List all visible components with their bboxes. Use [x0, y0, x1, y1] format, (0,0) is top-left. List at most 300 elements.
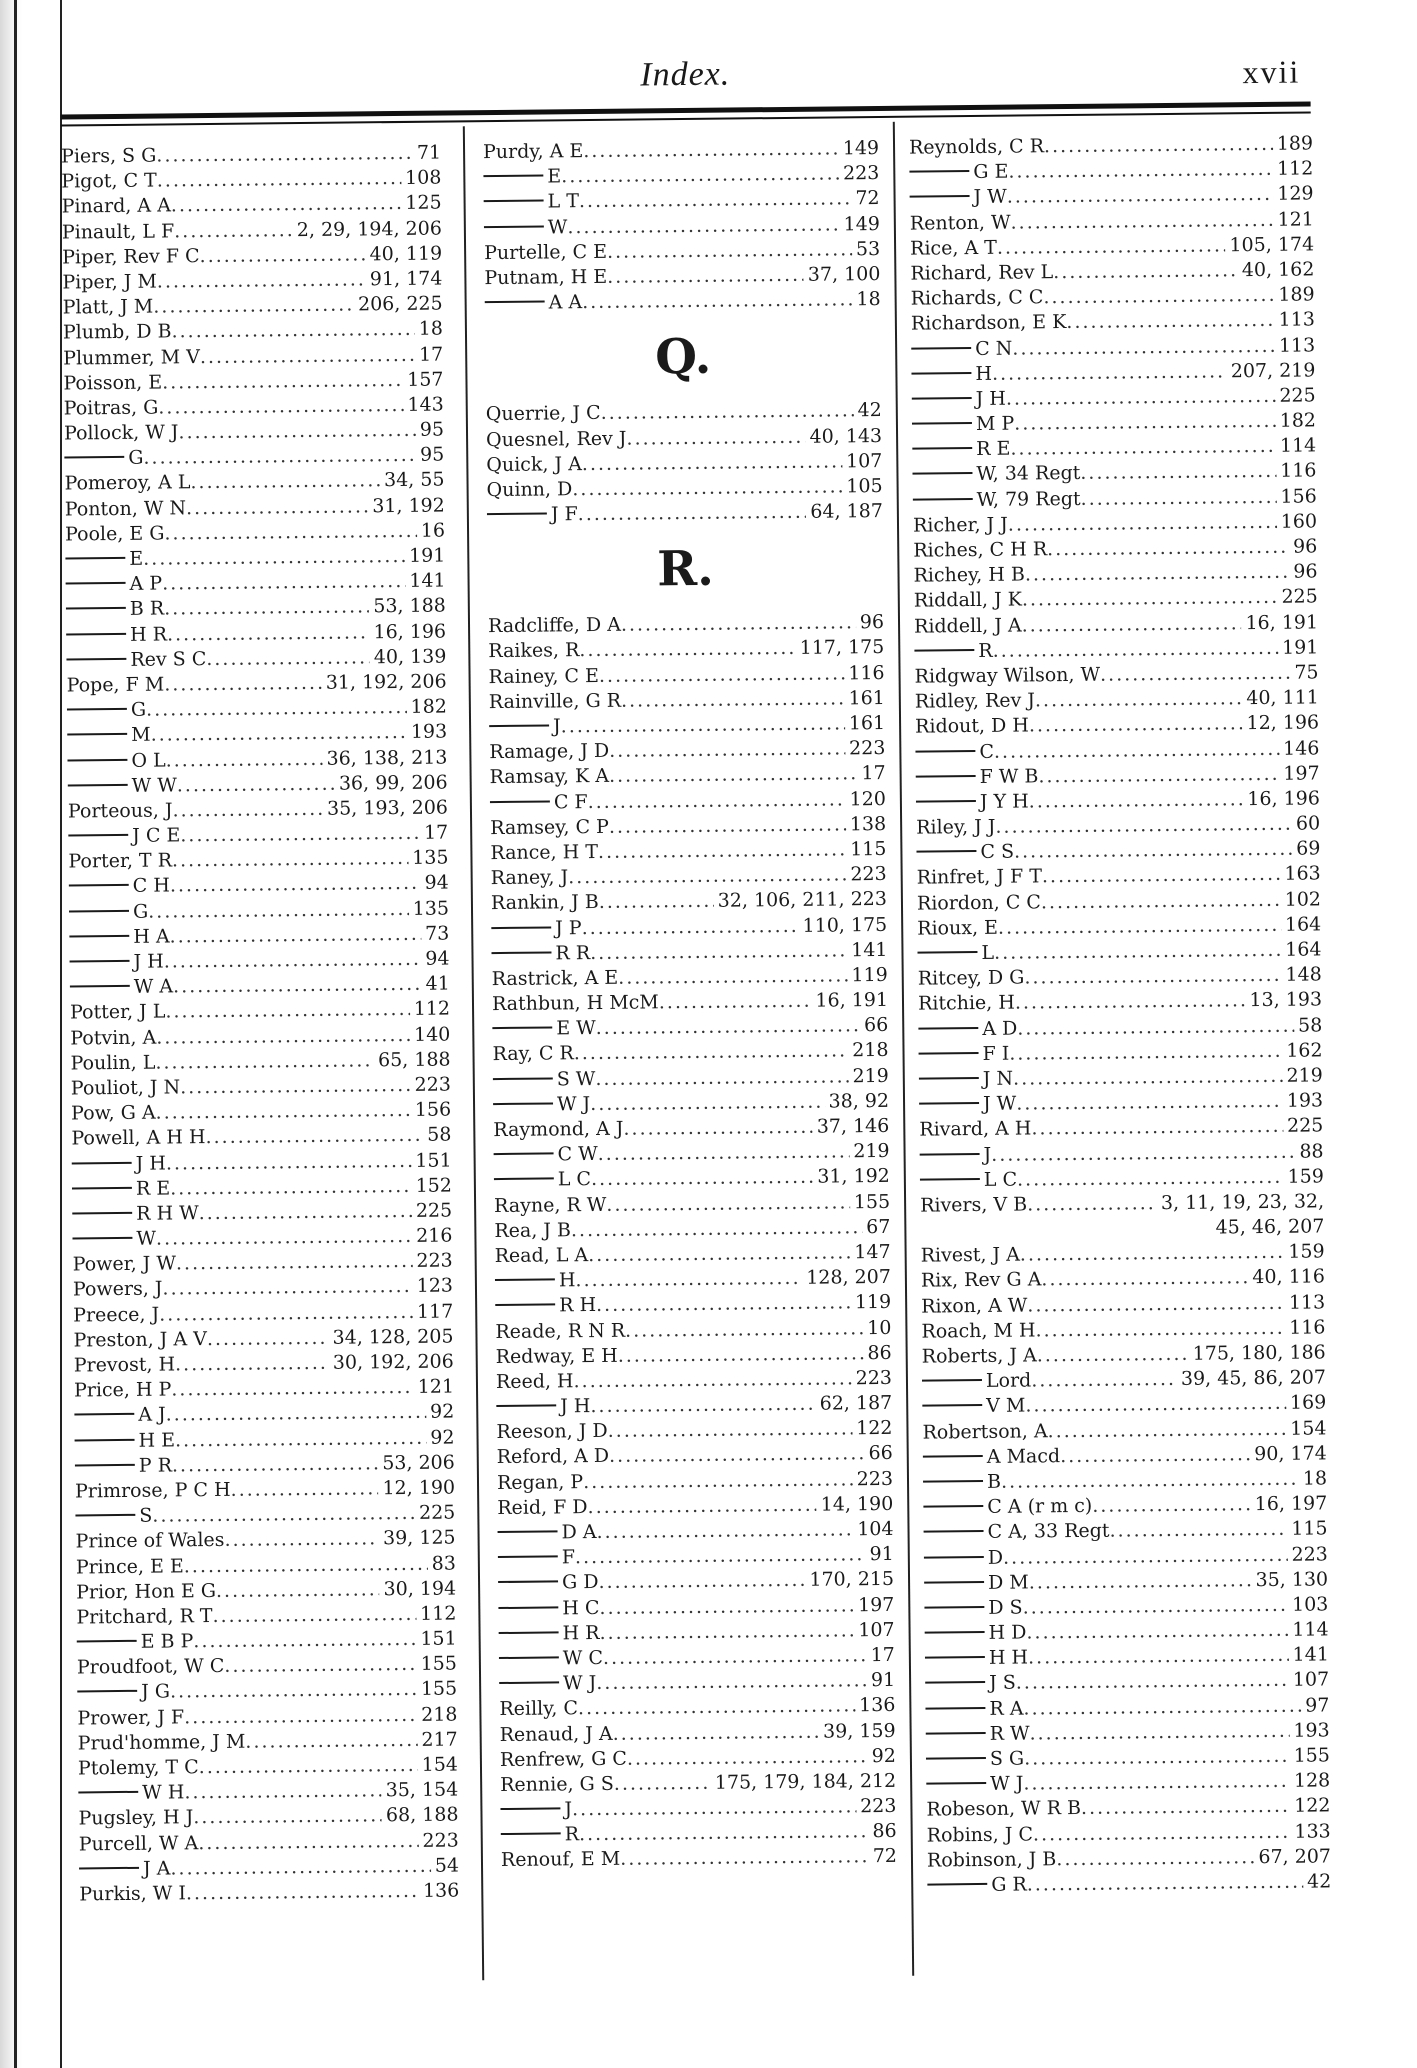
entry-name: Raymond, A J [493, 1117, 624, 1142]
dot-leader [994, 736, 1279, 764]
dot-leader [143, 544, 405, 572]
dot-leader [175, 1351, 329, 1378]
entry-list [486, 398, 883, 528]
dot-leader [1025, 560, 1290, 588]
entry-name: P R [138, 1454, 173, 1477]
dot-leader [1010, 434, 1276, 462]
dot-leader [1016, 1089, 1283, 1117]
dot-leader [186, 494, 368, 521]
entry-pages: 42 [857, 399, 882, 422]
entry-pages: 160 [1280, 510, 1318, 533]
entry-name: J [552, 715, 561, 738]
entry-name: Renton, W [909, 211, 1011, 235]
dot-leader [172, 846, 408, 874]
entry-pages: 223 [422, 1829, 459, 1852]
entry-pages: 17 [423, 821, 449, 844]
dot-leader [153, 293, 354, 320]
entry-pages: 115 [850, 837, 887, 861]
entry-pages: 110, 175 [802, 913, 888, 937]
entry-name: B [986, 1470, 1002, 1493]
dot-leader [165, 997, 410, 1025]
dot-leader [1014, 837, 1292, 865]
dot-leader [190, 469, 380, 496]
entry-name: C W [557, 1143, 598, 1166]
entry-pages: 191 [1281, 636, 1319, 659]
entry-name: Prevost, H [73, 1353, 176, 1377]
entry-name: D S [988, 1596, 1023, 1619]
dot-leader [620, 1845, 869, 1873]
dot-leader [623, 1115, 813, 1142]
entry-name: Riddall, J K [913, 588, 1023, 613]
entry-pages: 121 [417, 1375, 455, 1399]
dot-leader [169, 922, 421, 950]
entry-name: L T [547, 190, 580, 213]
entry-name: J S [989, 1672, 1016, 1695]
entry-pages: 223 [860, 1794, 897, 1818]
entry-name: Poitras, G [63, 396, 159, 420]
entry-name: Potter, J L [69, 1000, 166, 1024]
entry-pages: 31, 192 [817, 1165, 890, 1189]
entry-name: H H [988, 1646, 1029, 1670]
entry-pages: 39, 125 [382, 1526, 456, 1550]
entry-pages: 170, 215 [809, 1568, 895, 1592]
dot-leader [1029, 1719, 1289, 1747]
entry-pages: 40, 119 [369, 242, 443, 266]
dot-leader [200, 342, 415, 369]
dot-leader [579, 1819, 869, 1847]
entry-pages: 18 [856, 288, 881, 311]
entry-name: O L [131, 748, 166, 772]
ditto-dash [66, 658, 126, 661]
ditto-dash [69, 909, 129, 912]
entry-pages: 225 [1286, 1114, 1324, 1138]
entry-pages: 129 [1277, 182, 1314, 206]
entry-name: Reford, A D [496, 1445, 610, 1469]
dot-leader [1027, 1191, 1157, 1218]
entry-name: W W [131, 774, 177, 797]
entry-pages: 69 [1296, 837, 1321, 860]
dot-leader [1033, 1819, 1291, 1847]
entry-pages: 91, 174 [369, 267, 443, 291]
dot-leader [573, 1366, 851, 1394]
ditto-dash [499, 1682, 559, 1685]
entry-name: Rea, J B [494, 1219, 572, 1242]
entry-name: H D [988, 1621, 1027, 1644]
dot-leader [1042, 862, 1281, 890]
entry-name: G [130, 698, 147, 721]
entry-pages: 16, 196 [1247, 787, 1321, 811]
dot-leader [1003, 1542, 1288, 1570]
dot-leader [155, 1098, 410, 1126]
dot-leader [180, 1073, 411, 1101]
dot-leader [1009, 1039, 1282, 1067]
dot-leader [596, 1013, 861, 1041]
entry-pages: 121 [1277, 207, 1314, 231]
entry-pages: 155 [853, 1190, 891, 1213]
ditto-dash [70, 960, 130, 963]
dot-leader [1060, 1442, 1250, 1469]
entry-name: Robinson, J B [926, 1847, 1057, 1872]
dot-leader [1022, 585, 1278, 613]
entry-pages: 32, 106, 211, 223 [717, 888, 888, 913]
entry-pages: 30, 192, 206 [332, 1350, 454, 1374]
entry-name: E [129, 547, 144, 570]
entry-name: Powers, J [72, 1277, 163, 1301]
dot-leader [184, 1778, 382, 1805]
entry-name: H [558, 1269, 576, 1292]
entry-name: J Y H [979, 790, 1029, 813]
entry-pages: 105 [846, 474, 883, 498]
entry-name: Powell, A H H [71, 1126, 206, 1150]
dot-leader [1024, 1744, 1290, 1772]
entry-pages: 175, 179, 184, 212 [714, 1769, 897, 1794]
entry-pages: 58 [1297, 1013, 1323, 1037]
entry-pages: 120 [849, 787, 886, 810]
entry-name: Porter, T R [68, 849, 173, 873]
ditto-dash [913, 498, 973, 501]
ditto-dash [69, 935, 129, 938]
entry-pages: 58 [427, 1123, 452, 1147]
entry-list [483, 136, 881, 316]
dot-leader [609, 762, 858, 790]
entry-name: Rioux, E [917, 916, 999, 940]
dot-leader [590, 1392, 815, 1420]
entry-pages: 30, 194 [383, 1577, 457, 1600]
entry-pages: 16, 196 [373, 620, 447, 643]
index-subentry [485, 287, 881, 316]
entry-name: C F [553, 790, 588, 813]
ditto-dash [492, 1027, 552, 1030]
entry-name: W C [562, 1646, 604, 1670]
entry-pages: 217 [421, 1728, 458, 1751]
dot-leader [170, 1677, 417, 1705]
entry-pages: 37, 100 [807, 262, 881, 286]
dot-leader [618, 963, 848, 991]
index-column-1 [61, 141, 459, 1908]
entry-pages: 91 [870, 1669, 896, 1692]
entry-name: J W [982, 1092, 1017, 1116]
entry-name: Power, J W [72, 1252, 177, 1276]
entry-pages: 113 [1278, 333, 1316, 357]
entry-name: A P [129, 572, 163, 596]
entry-name: Prince, E E [75, 1554, 184, 1578]
entry-name: Richardson, E K [910, 311, 1067, 335]
entry-name: D A [561, 1521, 597, 1544]
entry-pages: 164 [1285, 938, 1322, 961]
ditto-dash [919, 1077, 979, 1080]
ditto-dash [500, 1807, 560, 1810]
entry-name: Pow, G A [71, 1101, 156, 1125]
entry-name: Roach, M H [921, 1319, 1036, 1343]
dot-leader [1037, 1342, 1189, 1369]
ditto-dash [924, 1555, 984, 1558]
entry-name: Proudfoot, W C [76, 1655, 225, 1679]
entry-name: Plummer, M V [63, 345, 200, 370]
entry-pages: 154 [421, 1753, 459, 1776]
entry-pages: 104 [857, 1517, 894, 1541]
dot-leader [156, 141, 413, 169]
entry-pages: 156 [414, 1098, 452, 1122]
entry-name: Robertson, A [922, 1419, 1048, 1444]
dot-leader [212, 1602, 416, 1629]
entry-name: Richard, Rev L [910, 261, 1054, 285]
entry-pages: 216 [416, 1224, 453, 1247]
dot-leader [224, 1652, 417, 1679]
dot-leader [162, 368, 403, 396]
entry-pages: 73 [424, 922, 450, 945]
dot-leader [590, 938, 847, 966]
entry-name: C N [975, 337, 1013, 360]
dot-leader [1047, 1416, 1286, 1444]
entry-pages: 14, 190 [820, 1492, 894, 1516]
entry-name: Putnam, H E [484, 265, 608, 290]
entry-pages: 53, 206 [382, 1451, 455, 1474]
entry-name: B R [129, 597, 165, 621]
ditto-dash [69, 884, 129, 887]
entry-name: Piper, Rev F C [62, 244, 200, 269]
entry-pages: 141 [1292, 1643, 1329, 1666]
entry-name: H R [129, 623, 168, 646]
entry-pages: 159 [1287, 1165, 1324, 1188]
entry-pages: 108 [404, 166, 442, 190]
entry-pages: 225 [415, 1199, 453, 1222]
entry-name: C A, 33 Regt [987, 1519, 1110, 1544]
entry-name: F I [982, 1042, 1010, 1065]
index-column-2 [483, 136, 897, 1874]
ditto-dash [67, 733, 127, 736]
entry-pages: 95 [419, 443, 445, 467]
entry-pages: 151 [420, 1627, 457, 1650]
entry-pages: 65, 188 [377, 1048, 451, 1072]
entry-pages: 40, 111 [1246, 686, 1319, 710]
entry-name: R R [555, 941, 591, 965]
dot-leader [998, 913, 1281, 941]
dot-leader [578, 1694, 855, 1722]
ditto-dash [915, 749, 975, 752]
ditto-dash [918, 1027, 978, 1030]
entry-pages: 154 [1290, 1416, 1327, 1440]
entry-pages: 39, 159 [822, 1719, 896, 1743]
entry-name: Quick, J A [486, 452, 582, 476]
entry-name: Potvin, A [70, 1026, 157, 1050]
entry-pages: 225 [1281, 585, 1318, 609]
dot-leader [1031, 1367, 1177, 1394]
entry-name: Rivest, J A [920, 1243, 1020, 1267]
entry-pages: 53, 188 [373, 594, 446, 618]
entry-name: H C [562, 1596, 600, 1619]
dot-leader [618, 1341, 864, 1369]
ditto-dash [494, 1178, 554, 1181]
entry-name: J F [550, 503, 578, 526]
dot-leader [170, 1854, 431, 1882]
entry-name: J H [135, 1151, 166, 1175]
ditto-dash [491, 951, 551, 954]
dot-leader [621, 610, 856, 638]
binding-gutter [0, 0, 22, 2068]
binding-edge-line [14, 0, 17, 2068]
ditto-dash [483, 175, 543, 178]
entry-pages: 157 [407, 368, 444, 391]
entry-pages: 96 [1293, 560, 1318, 583]
entry-name: Riley, J J [916, 815, 996, 839]
entry-pages: 206, 225 [357, 292, 443, 316]
entry-name: Ritchie, H [917, 991, 1016, 1015]
entry-pages: 68, 188 [385, 1803, 459, 1827]
dot-leader [561, 711, 845, 739]
dot-leader [595, 1064, 848, 1092]
dot-leader [571, 1215, 862, 1243]
index-entry [79, 1878, 459, 1907]
ditto-dash [926, 1757, 986, 1760]
dot-leader [582, 449, 842, 477]
dot-leader [199, 242, 365, 269]
ditto-dash [484, 200, 544, 203]
entry-name: Ray, C R [492, 1042, 574, 1066]
dot-leader [205, 1123, 423, 1150]
entry-name: R E [135, 1177, 171, 1200]
dot-leader [171, 1375, 414, 1403]
entry-pages: 156 [1280, 485, 1317, 508]
entry-pages: 148 [1285, 963, 1322, 986]
dot-leader [1008, 157, 1273, 185]
entry-name: D M [987, 1571, 1029, 1594]
dot-leader [156, 1022, 410, 1050]
entry-pages: 67 [866, 1215, 891, 1238]
dot-leader [1017, 1164, 1284, 1192]
entry-name: Rev S C [130, 647, 207, 671]
entry-pages: 37, 146 [816, 1114, 890, 1138]
ditto-dash [920, 1178, 980, 1181]
ditto-dash [920, 1152, 980, 1155]
entry-name: W, 79 Regt [976, 487, 1081, 511]
entry-pages: 116 [1289, 1316, 1326, 1339]
ditto-dash [490, 800, 550, 803]
entry-pages: 18 [418, 317, 444, 341]
entry-pages: 225 [418, 1501, 456, 1524]
entry-name: Pouliot, J N [70, 1076, 181, 1100]
entry-pages: 141 [851, 938, 888, 961]
dot-leader [991, 1139, 1295, 1167]
ditto-dash [925, 1681, 985, 1684]
entry-name: Pritchard, R T [76, 1604, 213, 1629]
entry-pages: 219 [1286, 1064, 1323, 1087]
dot-leader [613, 1719, 820, 1746]
entry-pages: 34, 128, 205 [332, 1325, 454, 1349]
entry-pages: 12, 190 [382, 1476, 456, 1500]
entry-name: Preece, J [73, 1303, 160, 1327]
entry-name: H [975, 362, 993, 385]
entry-pages: 40, 116 [1252, 1265, 1326, 1289]
dot-leader [568, 862, 847, 890]
dot-leader [626, 424, 805, 451]
entry-name: Purdy, A E [482, 140, 584, 164]
ditto-dash [916, 850, 976, 853]
ditto-dash [493, 1102, 553, 1105]
entry-name: Lord [985, 1369, 1032, 1393]
index-entry [501, 1844, 897, 1873]
entry-name: S [139, 1504, 153, 1527]
dot-leader [1080, 484, 1276, 511]
entry-name: Ptolemy, T C [77, 1756, 199, 1780]
ditto-dash [75, 1438, 135, 1441]
entry-pages: 223 [1291, 1542, 1328, 1566]
entry-pages: 16, 197 [1254, 1492, 1328, 1516]
entry-pages: 92 [429, 1400, 455, 1424]
dot-leader [596, 1291, 851, 1319]
dot-leader [588, 1240, 850, 1268]
entry-name: Richey, H B [913, 563, 1026, 587]
dot-leader [1017, 1013, 1294, 1041]
entry-pages: 16, 191 [1245, 610, 1319, 634]
dot-leader [587, 1493, 816, 1521]
entry-name: R W [989, 1722, 1030, 1745]
ditto-dash [66, 632, 126, 635]
entry-name: R H W [136, 1202, 199, 1225]
dot-leader [155, 1048, 374, 1075]
entry-pages: 138 [849, 812, 887, 836]
dot-leader [186, 1879, 419, 1907]
entry-name: Ridgway Wilson, W [914, 663, 1101, 688]
entry-pages: 219 [852, 1064, 889, 1087]
ditto-dash [923, 1505, 983, 1508]
dot-leader [659, 989, 812, 1016]
entry-name: Renouf, E M [500, 1848, 621, 1872]
dot-leader [614, 1771, 711, 1797]
entry-pages: 41 [425, 972, 450, 995]
dot-leader [607, 263, 804, 290]
dot-leader [1014, 409, 1276, 437]
dot-leader [1029, 1568, 1252, 1596]
entry-name: Riddell, J A [913, 614, 1022, 638]
page-header [50, 41, 1321, 110]
entry-name: R [978, 639, 993, 662]
dot-leader [146, 695, 407, 723]
ditto-dash [72, 1237, 132, 1240]
entry-name: J G [141, 1680, 171, 1704]
entry-pages: 164 [1284, 913, 1322, 936]
entry-pages: 16, 191 [815, 988, 889, 1012]
entry-pages: 155 [420, 1652, 458, 1676]
entry-name: C H [132, 874, 171, 898]
dot-leader [572, 1794, 856, 1822]
entry-pages: 125 [405, 191, 442, 215]
entry-pages: 86 [867, 1341, 892, 1364]
dot-leader [1035, 686, 1243, 713]
entry-name: E [547, 165, 562, 188]
entry-pages: 218 [852, 1039, 889, 1062]
entry-name: Rixon, A W [921, 1294, 1028, 1318]
entry-name: J P [555, 916, 582, 939]
dot-leader [216, 1577, 380, 1604]
dot-leader [199, 1753, 418, 1780]
entry-name: Richards, C C [910, 286, 1044, 310]
entry-pages: 113 [1288, 1290, 1326, 1314]
entry-name: Reynolds, C R [908, 135, 1045, 159]
entry-name: J H [133, 950, 164, 973]
ditto-dash [923, 1455, 983, 1458]
entry-name: L [981, 941, 995, 964]
ditto-dash [910, 195, 970, 198]
entry-pages: 94 [424, 871, 449, 895]
entry-name: H R [562, 1621, 600, 1645]
entry-name: Ridout, D H [915, 714, 1030, 738]
entry-pages: 112 [413, 997, 451, 1021]
entry-list [909, 131, 1331, 1898]
ditto-dash [495, 1304, 555, 1307]
dot-leader [193, 1804, 382, 1831]
entry-name: Pope, F M [66, 673, 165, 697]
entry-name: Prince of Wales [75, 1529, 225, 1553]
